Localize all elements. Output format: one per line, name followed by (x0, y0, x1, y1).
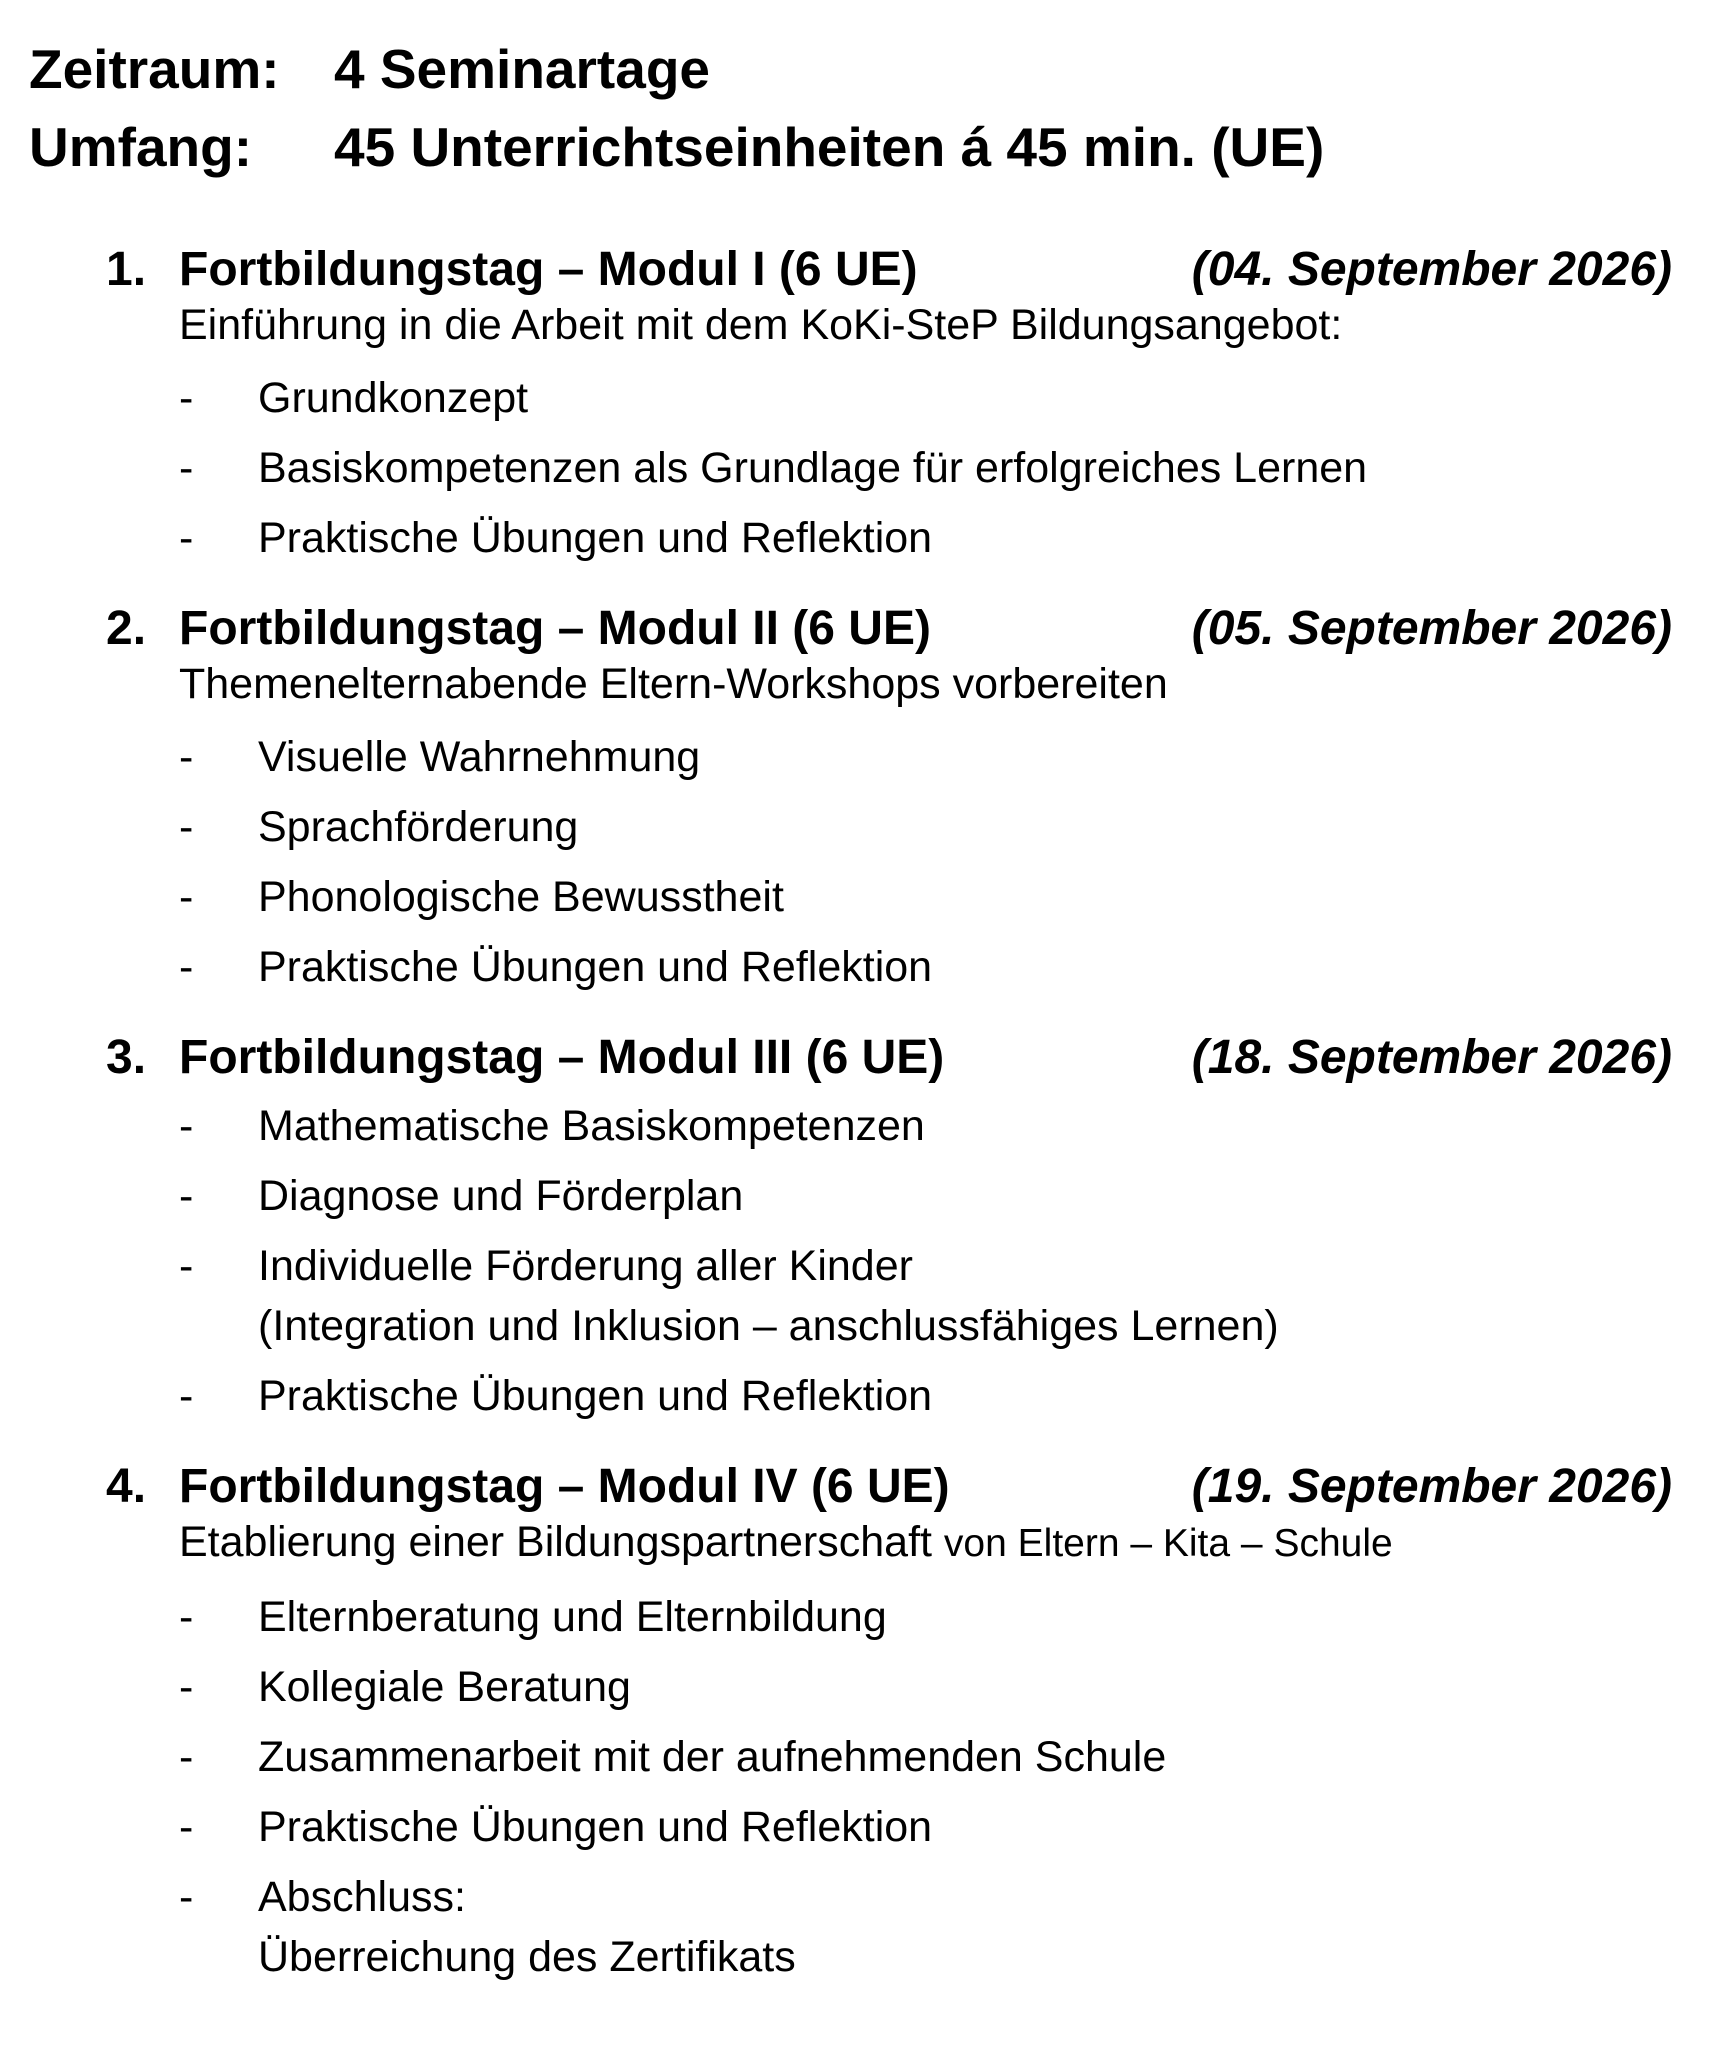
subtitle-part-1: Etablierung einer Bildungspartnerschaft (179, 1518, 944, 1566)
section-modul-2 (106, 598, 1672, 997)
section-title: Fortbildungstag – Modul III (6 UE) (179, 1031, 945, 1084)
dash-marker: - (179, 1242, 194, 1290)
list-item (106, 508, 1672, 568)
dash-marker: - (179, 514, 194, 562)
list-item (106, 1797, 1672, 1857)
list-item (106, 727, 1672, 787)
header-row-zeitraum (29, 30, 1730, 108)
section-heading (106, 1456, 1672, 1518)
dash-marker: - (179, 1102, 194, 1150)
section-modul-3 (106, 1027, 1672, 1426)
section-title: Fortbildungstag – Modul IV (6 UE) (179, 1460, 950, 1513)
dash-marker: - (179, 444, 194, 492)
list-item (106, 368, 1672, 428)
list-item-text-line: (Integration und Inklusion – anschlussfähiges Lernen) (258, 1302, 1279, 1350)
section-subtitle: Einführung in die Arbeit mit dem KoKi-SteP Bildungsangebot: (179, 301, 1343, 349)
list-item (106, 1867, 1672, 1987)
list-item (106, 1657, 1672, 1717)
bullet-list (106, 1587, 1672, 1987)
list-item (106, 867, 1672, 927)
list-item-text: Basiskompetenzen als Grundlage für erfolgreiches Lernen (258, 444, 1368, 492)
list-item-text: Praktische Übungen und Reflektion (258, 1803, 933, 1851)
section-subtitle (179, 1512, 1672, 1574)
section-modul-1 (106, 239, 1672, 568)
list-item-text: Praktische Übungen und Reflektion (258, 943, 933, 991)
header-label-zeitraum: Zeitraum: (29, 38, 280, 100)
list-item (106, 1366, 1672, 1426)
section-heading (106, 239, 1672, 301)
header-value-zeitraum: 4 Seminartage (334, 38, 711, 100)
list-item (106, 1166, 1672, 1226)
dash-marker: - (179, 374, 194, 422)
document-page (0, 30, 1730, 2060)
dash-marker: - (179, 1733, 194, 1781)
section-number: 1. (106, 243, 147, 296)
dash-marker: - (179, 1172, 194, 1220)
section-title: Fortbildungstag – Modul I (6 UE) (179, 243, 918, 296)
section-number: 4. (106, 1460, 147, 1513)
list-item (106, 937, 1672, 997)
bullet-list (106, 368, 1672, 568)
section-date: (05. September 2026) (1191, 602, 1672, 655)
list-item-text: Sprachförderung (258, 803, 579, 851)
dash-marker: - (179, 873, 194, 921)
list-item-text: Zusammenarbeit mit der aufnehmenden Schule (258, 1733, 1167, 1781)
list-item-text: Kollegiale Beratung (258, 1663, 631, 1711)
section-modul-4 (106, 1456, 1672, 1987)
list-item-text: Mathematische Basiskompetenzen (258, 1102, 925, 1150)
header-label-umfang: Umfang: (29, 116, 253, 178)
list-item-text-line: Abschluss: (258, 1873, 466, 1921)
list-item (106, 1236, 1672, 1356)
section-date: (19. September 2026) (1191, 1460, 1672, 1513)
list-item-text-line: Individuelle Förderung aller Kinder (258, 1242, 913, 1290)
list-item (106, 438, 1672, 498)
list-item-text: Praktische Übungen und Reflektion (258, 514, 933, 562)
dash-marker: - (179, 733, 194, 781)
subtitle-part-2: von Eltern – Kita – Schule (943, 1522, 1393, 1565)
list-item (106, 1096, 1672, 1156)
document-header (29, 30, 1730, 186)
section-date: (18. September 2026) (1191, 1031, 1672, 1084)
seminar-schedule-list (106, 239, 1672, 1987)
list-item (106, 797, 1672, 857)
list-item-text: Phonologische Bewusstheit (258, 873, 784, 921)
list-item-text: Diagnose und Förderplan (258, 1172, 744, 1220)
dash-marker: - (179, 1372, 194, 1420)
dash-marker: - (179, 1663, 194, 1711)
dash-marker: - (179, 943, 194, 991)
bullet-list (106, 1096, 1672, 1426)
list-item-text: Visuelle Wahrnehmung (258, 733, 701, 781)
dash-marker: - (179, 1593, 194, 1641)
section-number: 3. (106, 1031, 147, 1084)
dash-marker: - (179, 1873, 194, 1921)
bullet-list (106, 727, 1672, 997)
list-item-text: Praktische Übungen und Reflektion (258, 1372, 933, 1420)
dash-marker: - (179, 1803, 194, 1851)
list-item-text-line: Überreichung des Zertifikats (258, 1933, 796, 1981)
section-heading (106, 1027, 1672, 1089)
list-item-text: Grundkonzept (258, 374, 529, 422)
header-row-umfang (29, 108, 1730, 186)
header-value-umfang: 45 Unterrichtseinheiten á 45 min. (UE) (334, 116, 1325, 178)
list-item (106, 1587, 1672, 1647)
section-date: (04. September 2026) (1191, 243, 1672, 296)
list-item (106, 1727, 1672, 1787)
list-item-text: Elternberatung und Elternbildung (258, 1593, 887, 1641)
section-title: Fortbildungstag – Modul II (6 UE) (179, 602, 931, 655)
section-number: 2. (106, 602, 147, 655)
section-heading (106, 598, 1672, 660)
section-subtitle: Themenelternabende Eltern-Workshops vorbereiten (179, 660, 1168, 708)
dash-marker: - (179, 803, 194, 851)
